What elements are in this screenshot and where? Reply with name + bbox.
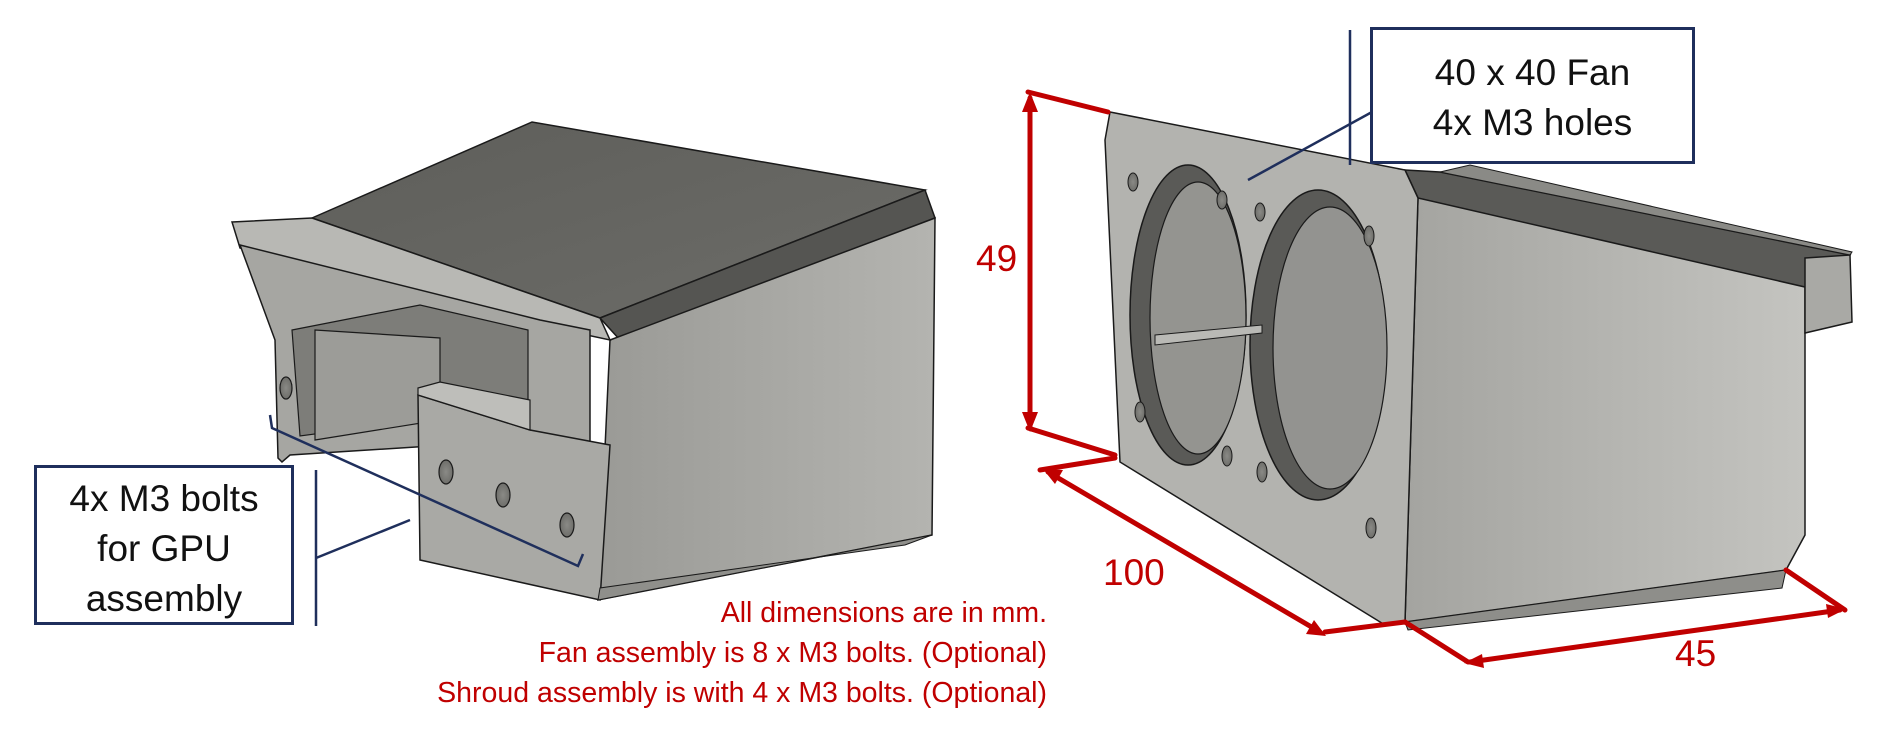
fan-screw-hole xyxy=(1135,402,1145,422)
note-shroud-assembly: Shroud assembly is with 4 x M3 bolts. (Optional) xyxy=(437,677,1047,709)
fan-callout xyxy=(1370,27,1695,164)
fan-callout-line-2: 4x M3 holes xyxy=(1432,102,1633,143)
dimension-depth-label: 45 xyxy=(1675,633,1717,674)
fan-screw-hole xyxy=(1364,226,1374,246)
note-units: All dimensions are in mm. xyxy=(720,597,1047,629)
gpu-bolt-hole xyxy=(280,377,292,399)
fan-screw-hole xyxy=(1222,446,1232,466)
fan-callout-line-1: 40 x 40 Fan xyxy=(1434,52,1631,93)
gpu-bolt-hole xyxy=(439,460,453,484)
shroud-front-view xyxy=(1105,112,1852,630)
fan-opening-inner xyxy=(1150,182,1246,454)
fan-screw-hole xyxy=(1217,191,1227,209)
gpu-callout-line-1: 4x M3 bolts xyxy=(69,478,259,519)
gpu-callout-line-2: for GPU xyxy=(97,528,231,569)
note-fan-assembly: Fan assembly is 8 x M3 bolts. (Optional) xyxy=(538,637,1047,669)
dimension-height-label: 49 xyxy=(976,238,1018,279)
fan-screw-hole xyxy=(1255,203,1265,221)
dimension-length-label: 100 xyxy=(1103,552,1165,593)
assembly-notes xyxy=(437,593,1047,713)
gpu-bolts-callout xyxy=(34,465,294,625)
gpu-bolt-hole xyxy=(560,513,574,537)
gpu-bolt-hole xyxy=(496,483,510,507)
fan-opening-inner xyxy=(1273,207,1387,489)
shroud-rear-view xyxy=(232,122,935,600)
gpu-callout-line-3: assembly xyxy=(85,578,243,619)
fan-screw-hole xyxy=(1257,462,1267,482)
fan-screw-hole xyxy=(1128,173,1138,191)
fan-screw-hole xyxy=(1366,518,1376,538)
right-back-tab xyxy=(1805,255,1852,333)
